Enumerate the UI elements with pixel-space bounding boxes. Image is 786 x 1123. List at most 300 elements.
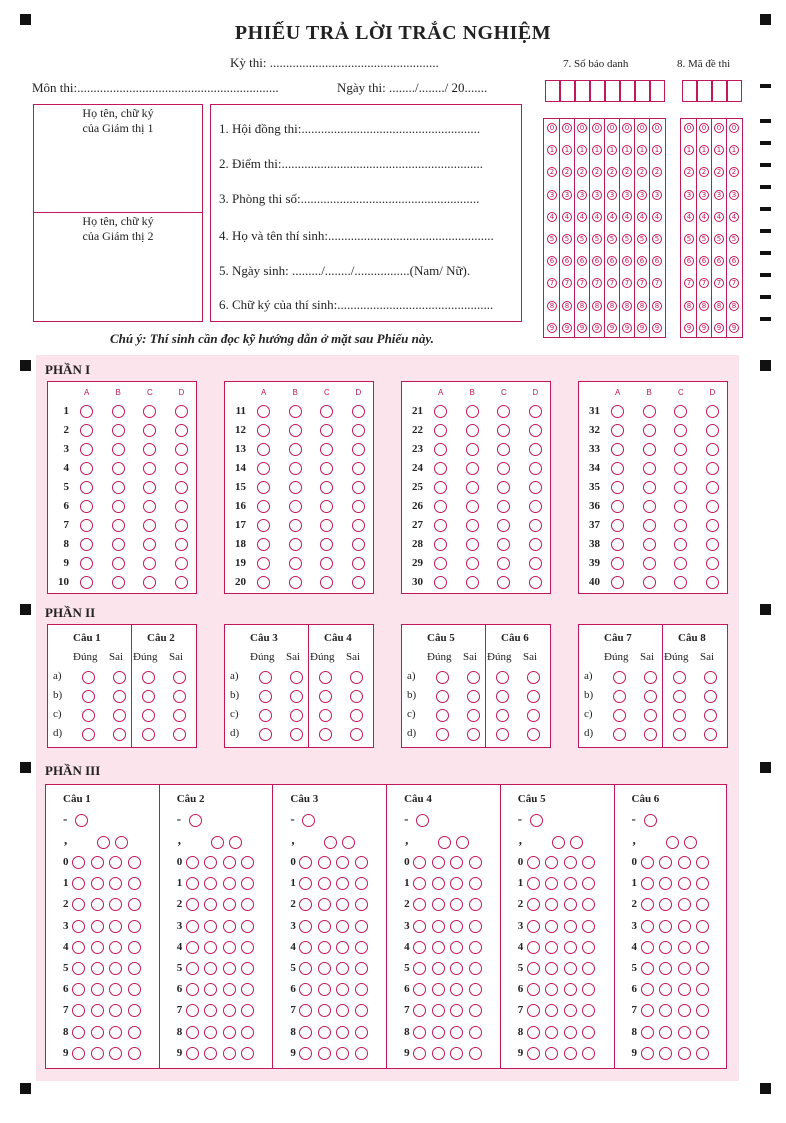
made-digit-bubble[interactable]: 7 [699, 278, 709, 288]
answer-bubble[interactable] [497, 519, 510, 532]
digit-bubble[interactable] [355, 983, 368, 996]
digit-bubble[interactable] [564, 856, 577, 869]
answer-bubble[interactable] [352, 462, 365, 475]
answer-bubble[interactable] [611, 481, 624, 494]
answer-bubble[interactable] [529, 500, 542, 513]
digit-bubble[interactable] [659, 1026, 672, 1039]
answer-bubble[interactable] [289, 405, 302, 418]
digit-bubble[interactable] [641, 983, 654, 996]
true-bubble[interactable] [142, 671, 155, 684]
answer-bubble[interactable] [466, 462, 479, 475]
answer-bubble[interactable] [529, 424, 542, 437]
digit-bubble[interactable] [469, 898, 482, 911]
digit-bubble[interactable] [72, 920, 85, 933]
digit-bubble[interactable] [204, 920, 217, 933]
made-digit-bubble[interactable]: 6 [699, 256, 709, 266]
minus-bubble[interactable] [530, 814, 543, 827]
answer-bubble[interactable] [80, 405, 93, 418]
digit-bubble[interactable] [450, 1026, 463, 1039]
sbd-digit-bubble[interactable]: 7 [622, 278, 632, 288]
info-field[interactable]: 5. Ngày sinh: ........./......../.................(Nam/ Nữ). [219, 263, 471, 278]
digit-bubble[interactable] [450, 962, 463, 975]
digit-bubble[interactable] [432, 1026, 445, 1039]
info-field[interactable]: 6. Chữ ký của thí sinh:................................................ [219, 297, 494, 312]
digit-bubble[interactable] [241, 941, 254, 954]
digit-bubble[interactable] [355, 856, 368, 869]
digit-bubble[interactable] [450, 856, 463, 869]
made-digit-bubble[interactable]: 9 [714, 323, 724, 333]
sbd-digit-bubble[interactable]: 6 [622, 256, 632, 266]
digit-bubble[interactable] [186, 1047, 199, 1060]
sbd-digit-bubble[interactable]: 5 [547, 234, 557, 244]
true-bubble[interactable] [82, 671, 95, 684]
sbd-digit-bubble[interactable]: 8 [637, 301, 647, 311]
answer-bubble[interactable] [643, 481, 656, 494]
sbd-digit-bubble[interactable]: 1 [622, 145, 632, 155]
digit-bubble[interactable] [659, 856, 672, 869]
digit-bubble[interactable] [91, 941, 104, 954]
false-bubble[interactable] [644, 671, 657, 684]
answer-bubble[interactable] [143, 405, 156, 418]
digit-bubble[interactable] [413, 1047, 426, 1060]
answer-bubble[interactable] [143, 519, 156, 532]
sbd-digit-bubble[interactable]: 6 [547, 256, 557, 266]
digit-bubble[interactable] [564, 983, 577, 996]
digit-bubble[interactable] [527, 877, 540, 890]
digit-bubble[interactable] [91, 983, 104, 996]
made-write-box[interactable] [712, 80, 727, 102]
digit-bubble[interactable] [128, 920, 141, 933]
answer-bubble[interactable] [643, 443, 656, 456]
made-digit-bubble[interactable]: 0 [714, 123, 724, 133]
digit-bubble[interactable] [318, 920, 331, 933]
digit-bubble[interactable] [186, 983, 199, 996]
comma-bubble[interactable] [229, 836, 242, 849]
answer-bubble[interactable] [611, 519, 624, 532]
made-digit-bubble[interactable]: 1 [684, 145, 694, 155]
true-bubble[interactable] [142, 690, 155, 703]
true-bubble[interactable] [496, 690, 509, 703]
digit-bubble[interactable] [299, 920, 312, 933]
answer-bubble[interactable] [352, 481, 365, 494]
digit-bubble[interactable] [564, 920, 577, 933]
answer-bubble[interactable] [352, 557, 365, 570]
sbd-digit-bubble[interactable]: 5 [652, 234, 662, 244]
digit-bubble[interactable] [527, 1026, 540, 1039]
true-bubble[interactable] [82, 709, 95, 722]
sbd-digit-bubble[interactable]: 9 [607, 323, 617, 333]
comma-bubble[interactable] [438, 836, 451, 849]
digit-bubble[interactable] [450, 1047, 463, 1060]
answer-bubble[interactable] [466, 405, 479, 418]
sbd-digit-bubble[interactable]: 5 [622, 234, 632, 244]
answer-bubble[interactable] [706, 405, 719, 418]
sbd-digit-bubble[interactable]: 9 [622, 323, 632, 333]
answer-bubble[interactable] [434, 576, 447, 589]
false-bubble[interactable] [350, 671, 363, 684]
digit-bubble[interactable] [336, 1026, 349, 1039]
digit-bubble[interactable] [432, 1004, 445, 1017]
answer-bubble[interactable] [112, 481, 125, 494]
sbd-digit-bubble[interactable]: 7 [637, 278, 647, 288]
made-digit-bubble[interactable]: 4 [684, 212, 694, 222]
answer-bubble[interactable] [257, 405, 270, 418]
answer-bubble[interactable] [674, 500, 687, 513]
sbd-write-box[interactable] [620, 80, 635, 102]
true-bubble[interactable] [82, 690, 95, 703]
sbd-digit-bubble[interactable]: 2 [607, 167, 617, 177]
info-field[interactable]: 4. Họ và tên thí sinh:................................................... [219, 228, 494, 243]
answer-bubble[interactable] [352, 576, 365, 589]
digit-bubble[interactable] [545, 920, 558, 933]
false-bubble[interactable] [527, 709, 540, 722]
sbd-write-box[interactable] [545, 80, 560, 102]
answer-bubble[interactable] [112, 443, 125, 456]
sbd-digit-bubble[interactable]: 3 [592, 190, 602, 200]
digit-bubble[interactable] [432, 920, 445, 933]
sbd-digit-bubble[interactable]: 8 [562, 301, 572, 311]
made-digit-bubble[interactable]: 5 [699, 234, 709, 244]
made-digit-bubble[interactable]: 8 [714, 301, 724, 311]
digit-bubble[interactable] [109, 962, 122, 975]
digit-bubble[interactable] [109, 1026, 122, 1039]
digit-bubble[interactable] [128, 898, 141, 911]
sbd-digit-bubble[interactable]: 4 [607, 212, 617, 222]
true-bubble[interactable] [319, 690, 332, 703]
sbd-digit-bubble[interactable]: 2 [592, 167, 602, 177]
digit-bubble[interactable] [450, 941, 463, 954]
minus-bubble[interactable] [189, 814, 202, 827]
digit-bubble[interactable] [355, 877, 368, 890]
answer-bubble[interactable] [289, 462, 302, 475]
answer-bubble[interactable] [289, 500, 302, 513]
digit-bubble[interactable] [432, 856, 445, 869]
answer-bubble[interactable] [80, 538, 93, 551]
false-bubble[interactable] [527, 671, 540, 684]
made-digit-bubble[interactable]: 2 [684, 167, 694, 177]
answer-bubble[interactable] [466, 519, 479, 532]
digit-bubble[interactable] [469, 1004, 482, 1017]
sbd-digit-bubble[interactable]: 8 [592, 301, 602, 311]
made-digit-bubble[interactable]: 9 [729, 323, 739, 333]
answer-bubble[interactable] [434, 405, 447, 418]
made-digit-bubble[interactable]: 6 [729, 256, 739, 266]
true-bubble[interactable] [82, 728, 95, 741]
made-write-box[interactable] [727, 80, 742, 102]
digit-bubble[interactable] [91, 898, 104, 911]
digit-bubble[interactable] [545, 1026, 558, 1039]
sbd-digit-bubble[interactable]: 6 [652, 256, 662, 266]
answer-bubble[interactable] [175, 481, 188, 494]
answer-bubble[interactable] [175, 538, 188, 551]
digit-bubble[interactable] [564, 877, 577, 890]
sbd-digit-bubble[interactable]: 6 [562, 256, 572, 266]
digit-bubble[interactable] [318, 941, 331, 954]
made-digit-bubble[interactable]: 4 [729, 212, 739, 222]
digit-bubble[interactable] [186, 962, 199, 975]
made-digit-bubble[interactable]: 7 [714, 278, 724, 288]
digit-bubble[interactable] [186, 856, 199, 869]
digit-bubble[interactable] [91, 962, 104, 975]
comma-bubble[interactable] [552, 836, 565, 849]
digit-bubble[interactable] [696, 962, 709, 975]
made-digit-bubble[interactable]: 9 [684, 323, 694, 333]
sbd-write-box[interactable] [605, 80, 620, 102]
answer-bubble[interactable] [352, 424, 365, 437]
answer-bubble[interactable] [320, 557, 333, 570]
sbd-digit-bubble[interactable]: 1 [547, 145, 557, 155]
answer-bubble[interactable] [466, 576, 479, 589]
false-bubble[interactable] [704, 690, 717, 703]
digit-bubble[interactable] [527, 941, 540, 954]
answer-bubble[interactable] [143, 576, 156, 589]
answer-bubble[interactable] [434, 424, 447, 437]
digit-bubble[interactable] [678, 1004, 691, 1017]
answer-bubble[interactable] [112, 557, 125, 570]
answer-bubble[interactable] [643, 557, 656, 570]
false-bubble[interactable] [704, 709, 717, 722]
digit-bubble[interactable] [678, 941, 691, 954]
answer-bubble[interactable] [143, 481, 156, 494]
sbd-digit-bubble[interactable]: 1 [562, 145, 572, 155]
answer-bubble[interactable] [352, 538, 365, 551]
digit-bubble[interactable] [223, 877, 236, 890]
true-bubble[interactable] [673, 728, 686, 741]
digit-bubble[interactable] [186, 1026, 199, 1039]
answer-bubble[interactable] [80, 557, 93, 570]
true-bubble[interactable] [613, 671, 626, 684]
digit-bubble[interactable] [204, 941, 217, 954]
answer-bubble[interactable] [80, 443, 93, 456]
answer-bubble[interactable] [466, 424, 479, 437]
digit-bubble[interactable] [641, 856, 654, 869]
false-bubble[interactable] [467, 690, 480, 703]
comma-bubble[interactable] [211, 836, 224, 849]
answer-bubble[interactable] [674, 405, 687, 418]
answer-bubble[interactable] [674, 576, 687, 589]
answer-bubble[interactable] [352, 519, 365, 532]
digit-bubble[interactable] [678, 920, 691, 933]
answer-bubble[interactable] [143, 557, 156, 570]
answer-bubble[interactable] [497, 462, 510, 475]
sbd-digit-bubble[interactable]: 8 [607, 301, 617, 311]
comma-bubble[interactable] [456, 836, 469, 849]
digit-bubble[interactable] [223, 941, 236, 954]
digit-bubble[interactable] [432, 983, 445, 996]
sbd-digit-bubble[interactable]: 1 [577, 145, 587, 155]
digit-bubble[interactable] [318, 962, 331, 975]
sbd-digit-bubble[interactable]: 7 [547, 278, 557, 288]
true-bubble[interactable] [673, 671, 686, 684]
made-digit-bubble[interactable]: 2 [729, 167, 739, 177]
made-digit-bubble[interactable]: 5 [729, 234, 739, 244]
answer-bubble[interactable] [289, 443, 302, 456]
digit-bubble[interactable] [450, 920, 463, 933]
answer-bubble[interactable] [529, 481, 542, 494]
sbd-digit-bubble[interactable]: 8 [622, 301, 632, 311]
digit-bubble[interactable] [696, 1026, 709, 1039]
digit-bubble[interactable] [432, 941, 445, 954]
answer-bubble[interactable] [257, 424, 270, 437]
answer-bubble[interactable] [320, 519, 333, 532]
answer-bubble[interactable] [674, 424, 687, 437]
answer-bubble[interactable] [611, 405, 624, 418]
digit-bubble[interactable] [413, 920, 426, 933]
digit-bubble[interactable] [564, 962, 577, 975]
digit-bubble[interactable] [678, 898, 691, 911]
answer-bubble[interactable] [706, 481, 719, 494]
answer-bubble[interactable] [112, 462, 125, 475]
sbd-digit-bubble[interactable]: 4 [622, 212, 632, 222]
sbd-digit-bubble[interactable]: 3 [622, 190, 632, 200]
digit-bubble[interactable] [241, 920, 254, 933]
digit-bubble[interactable] [678, 1026, 691, 1039]
digit-bubble[interactable] [72, 1026, 85, 1039]
digit-bubble[interactable] [527, 962, 540, 975]
sbd-digit-bubble[interactable]: 9 [562, 323, 572, 333]
false-bubble[interactable] [350, 709, 363, 722]
answer-bubble[interactable] [611, 443, 624, 456]
made-write-box[interactable] [697, 80, 712, 102]
true-bubble[interactable] [613, 709, 626, 722]
answer-bubble[interactable] [320, 576, 333, 589]
digit-bubble[interactable] [223, 1047, 236, 1060]
sbd-digit-bubble[interactable]: 6 [592, 256, 602, 266]
sbd-digit-bubble[interactable]: 6 [577, 256, 587, 266]
minus-bubble[interactable] [416, 814, 429, 827]
answer-bubble[interactable] [352, 500, 365, 513]
true-bubble[interactable] [436, 690, 449, 703]
answer-bubble[interactable] [80, 500, 93, 513]
made-digit-bubble[interactable]: 8 [729, 301, 739, 311]
made-digit-bubble[interactable]: 3 [699, 190, 709, 200]
digit-bubble[interactable] [318, 1026, 331, 1039]
sbd-write-box[interactable] [650, 80, 665, 102]
sbd-digit-bubble[interactable]: 5 [592, 234, 602, 244]
false-bubble[interactable] [467, 728, 480, 741]
info-field[interactable]: 3. Phòng thi số:....................................................... [219, 191, 480, 206]
digit-bubble[interactable] [186, 941, 199, 954]
made-digit-bubble[interactable]: 3 [684, 190, 694, 200]
digit-bubble[interactable] [564, 1026, 577, 1039]
answer-bubble[interactable] [320, 538, 333, 551]
digit-bubble[interactable] [641, 1047, 654, 1060]
answer-bubble[interactable] [320, 405, 333, 418]
answer-bubble[interactable] [257, 538, 270, 551]
digit-bubble[interactable] [413, 962, 426, 975]
sbd-digit-bubble[interactable]: 7 [592, 278, 602, 288]
digit-bubble[interactable] [318, 983, 331, 996]
digit-bubble[interactable] [641, 962, 654, 975]
digit-bubble[interactable] [696, 1047, 709, 1060]
answer-bubble[interactable] [497, 576, 510, 589]
digit-bubble[interactable] [469, 962, 482, 975]
false-bubble[interactable] [290, 690, 303, 703]
sbd-digit-bubble[interactable]: 2 [652, 167, 662, 177]
made-digit-bubble[interactable]: 1 [729, 145, 739, 155]
digit-bubble[interactable] [696, 941, 709, 954]
answer-bubble[interactable] [529, 538, 542, 551]
sbd-digit-bubble[interactable]: 8 [652, 301, 662, 311]
answer-bubble[interactable] [497, 424, 510, 437]
digit-bubble[interactable] [413, 941, 426, 954]
info-field[interactable]: 1. Hội đồng thi:....................................................... [219, 121, 481, 136]
answer-bubble[interactable] [320, 424, 333, 437]
sbd-digit-bubble[interactable]: 3 [562, 190, 572, 200]
comma-bubble[interactable] [666, 836, 679, 849]
digit-bubble[interactable] [72, 941, 85, 954]
true-bubble[interactable] [259, 690, 272, 703]
sbd-digit-bubble[interactable]: 9 [547, 323, 557, 333]
digit-bubble[interactable] [91, 1047, 104, 1060]
answer-bubble[interactable] [706, 424, 719, 437]
answer-bubble[interactable] [643, 405, 656, 418]
sbd-digit-bubble[interactable]: 1 [607, 145, 617, 155]
false-bubble[interactable] [467, 671, 480, 684]
minus-bubble[interactable] [644, 814, 657, 827]
answer-bubble[interactable] [289, 519, 302, 532]
digit-bubble[interactable] [128, 962, 141, 975]
true-bubble[interactable] [142, 728, 155, 741]
digit-bubble[interactable] [564, 941, 577, 954]
digit-bubble[interactable] [109, 920, 122, 933]
false-bubble[interactable] [350, 728, 363, 741]
answer-bubble[interactable] [175, 500, 188, 513]
digit-bubble[interactable] [128, 856, 141, 869]
sbd-digit-bubble[interactable]: 5 [607, 234, 617, 244]
info-field[interactable]: 2. Điểm thi:.............................................................. [219, 156, 483, 171]
digit-bubble[interactable] [204, 1047, 217, 1060]
digit-bubble[interactable] [223, 856, 236, 869]
answer-bubble[interactable] [80, 424, 93, 437]
answer-bubble[interactable] [143, 500, 156, 513]
answer-bubble[interactable] [643, 519, 656, 532]
sbd-digit-bubble[interactable]: 9 [637, 323, 647, 333]
answer-bubble[interactable] [706, 462, 719, 475]
comma-bubble[interactable] [97, 836, 110, 849]
answer-bubble[interactable] [674, 557, 687, 570]
sbd-digit-bubble[interactable]: 3 [637, 190, 647, 200]
answer-bubble[interactable] [674, 462, 687, 475]
digit-bubble[interactable] [469, 941, 482, 954]
digit-bubble[interactable] [696, 856, 709, 869]
sbd-digit-bubble[interactable]: 7 [562, 278, 572, 288]
answer-bubble[interactable] [289, 576, 302, 589]
sbd-digit-bubble[interactable]: 7 [652, 278, 662, 288]
answer-bubble[interactable] [466, 538, 479, 551]
false-bubble[interactable] [704, 671, 717, 684]
digit-bubble[interactable] [128, 1026, 141, 1039]
answer-bubble[interactable] [434, 519, 447, 532]
answer-bubble[interactable] [706, 519, 719, 532]
digit-bubble[interactable] [641, 898, 654, 911]
answer-bubble[interactable] [352, 405, 365, 418]
answer-bubble[interactable] [175, 424, 188, 437]
false-bubble[interactable] [527, 690, 540, 703]
sbd-write-box[interactable] [635, 80, 650, 102]
sbd-digit-bubble[interactable]: 0 [607, 123, 617, 133]
answer-bubble[interactable] [529, 519, 542, 532]
answer-bubble[interactable] [643, 424, 656, 437]
false-bubble[interactable] [113, 709, 126, 722]
made-digit-bubble[interactable]: 5 [714, 234, 724, 244]
true-bubble[interactable] [613, 728, 626, 741]
answer-bubble[interactable] [112, 519, 125, 532]
answer-bubble[interactable] [257, 481, 270, 494]
true-bubble[interactable] [319, 709, 332, 722]
digit-bubble[interactable] [91, 920, 104, 933]
answer-bubble[interactable] [674, 443, 687, 456]
